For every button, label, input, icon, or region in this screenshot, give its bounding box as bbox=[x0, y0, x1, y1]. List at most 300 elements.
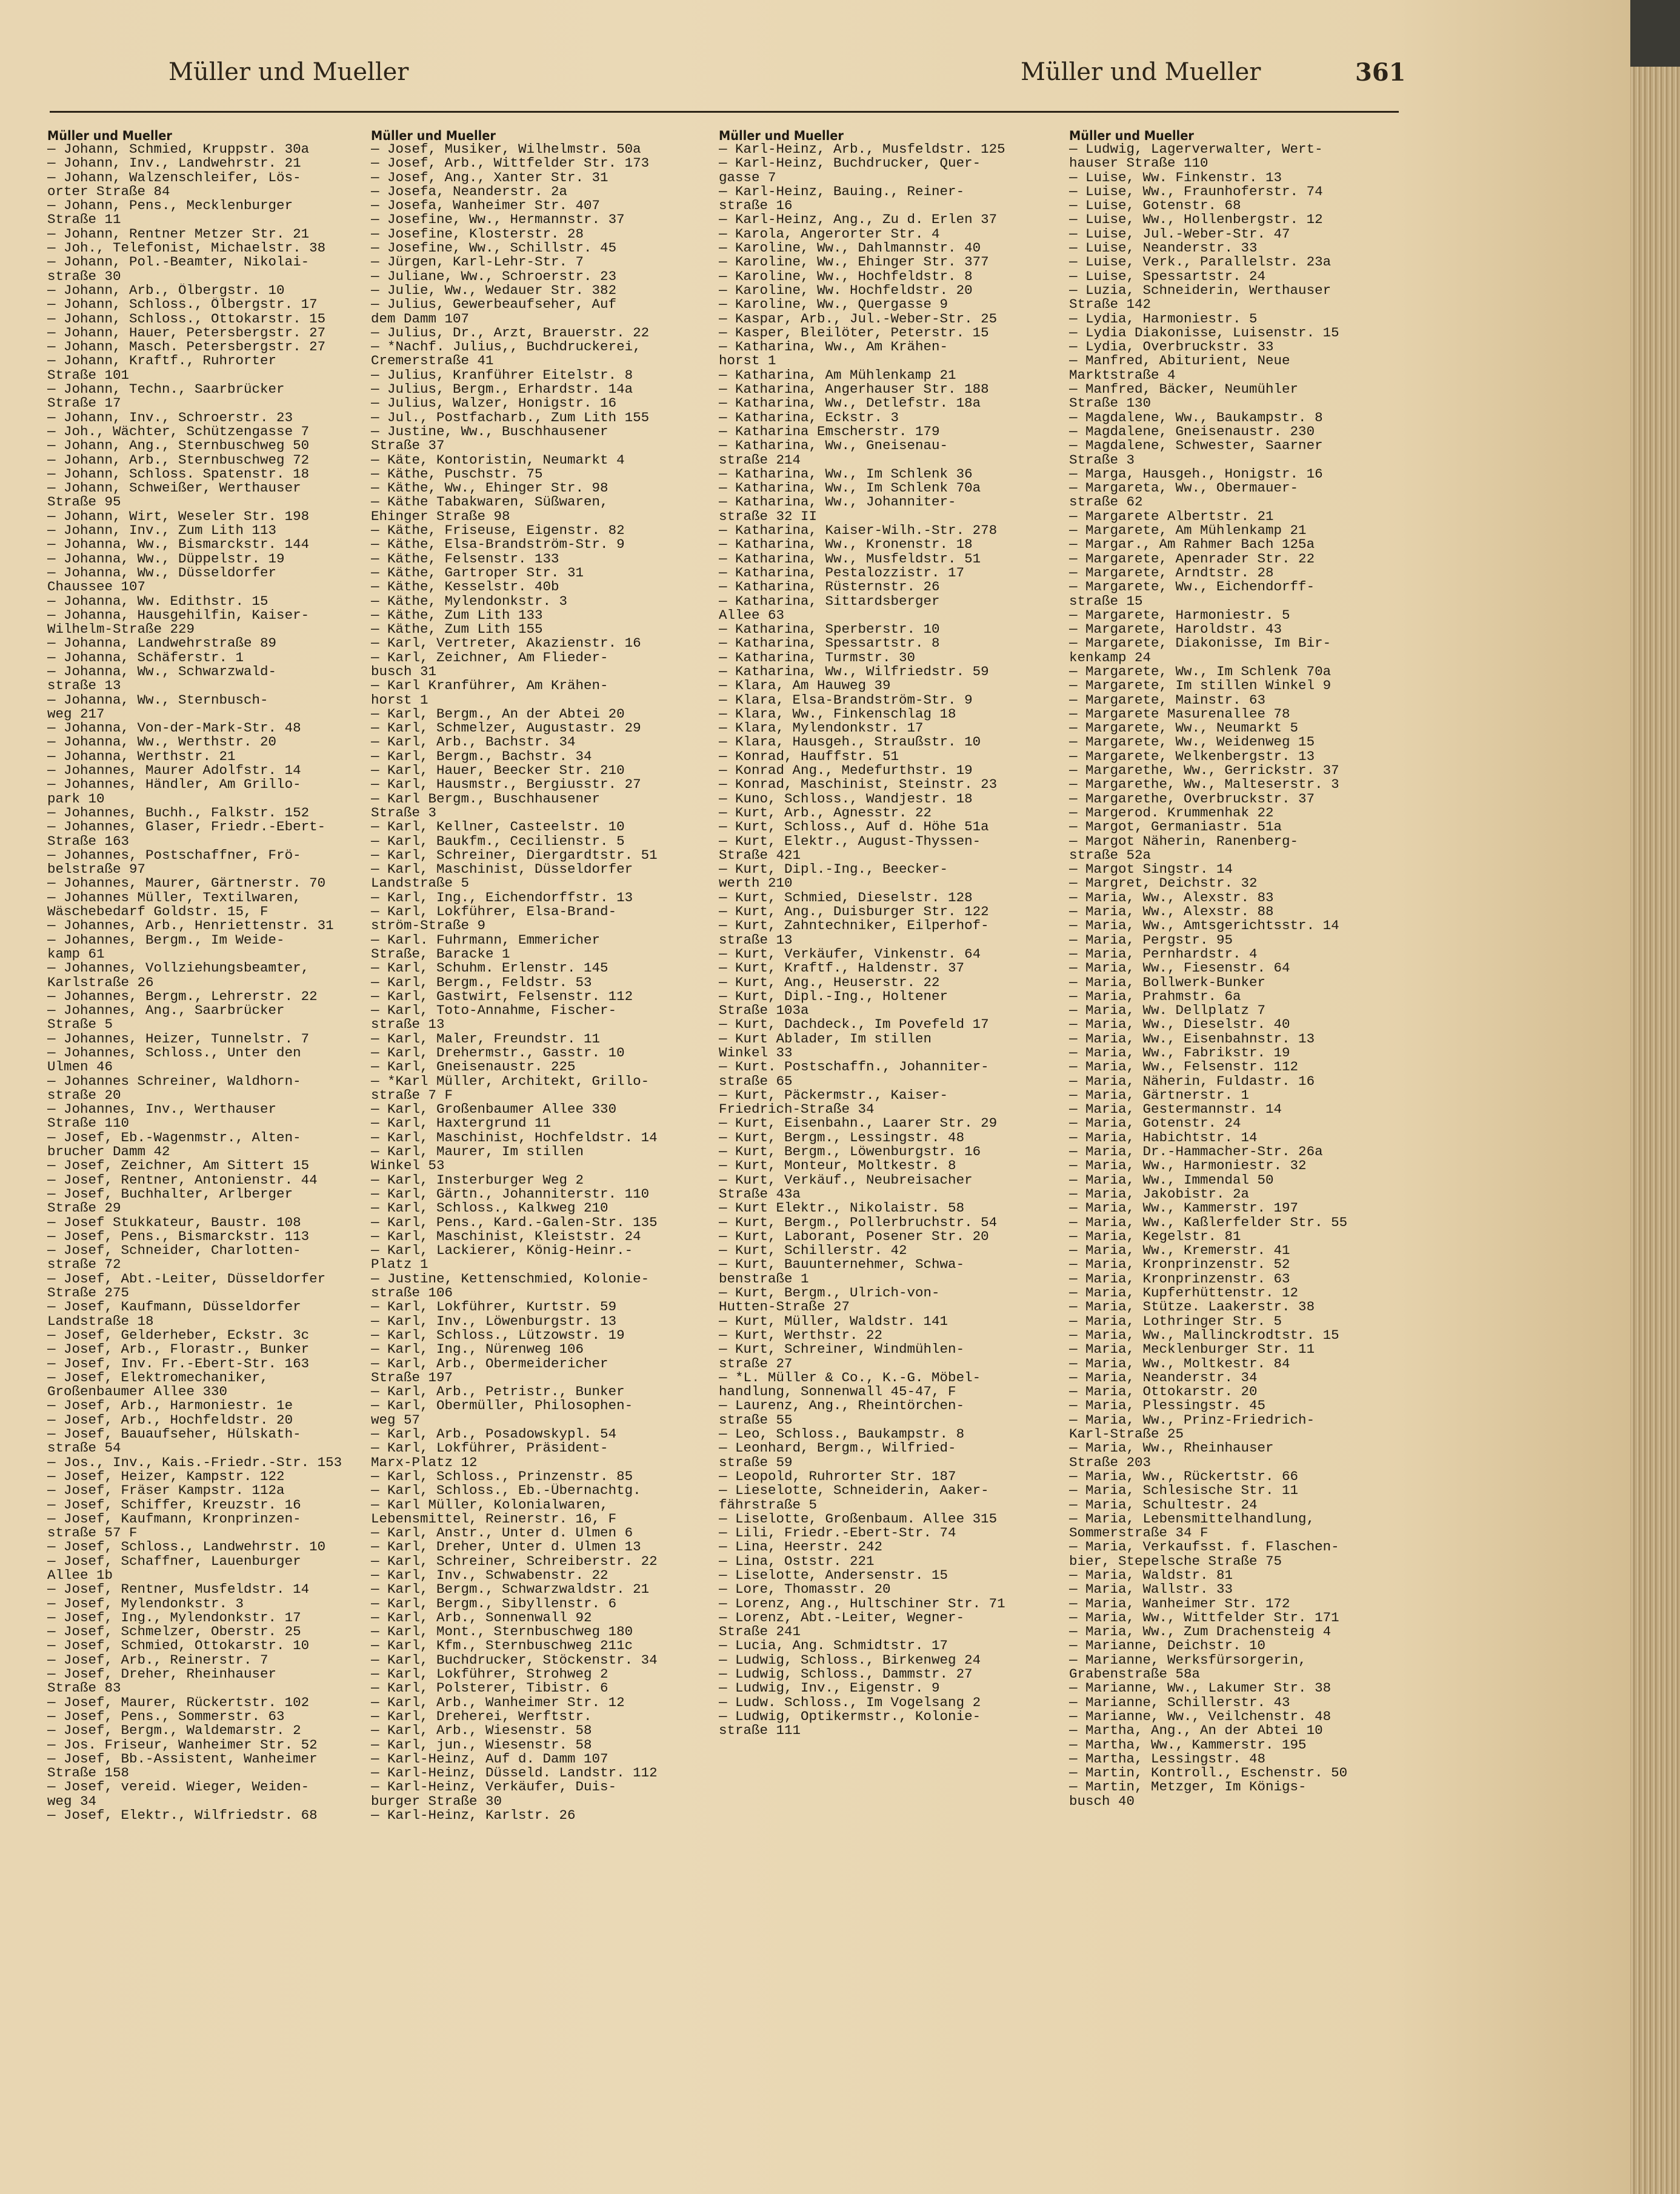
directory-entry-line: Großenbaumer Allee 330 bbox=[47, 1385, 228, 1399]
directory-entry-line: straße 65 bbox=[719, 1074, 793, 1089]
directory-entry-line: kamp 61 bbox=[47, 947, 105, 962]
directory-entry-line: Landstraße 18 bbox=[47, 1314, 154, 1329]
directory-entry-line: — Karl, Maurer, Im stillen bbox=[371, 1145, 584, 1159]
directory-entry-line: — Karoline, Ww., Hochfeldstr. 8 bbox=[719, 269, 973, 284]
directory-entry-line: — Maria, Bollwerk-Bunker bbox=[1069, 975, 1266, 990]
directory-entry-line: — Josef, Maurer, Rückertstr. 102 bbox=[47, 1695, 310, 1710]
directory-entry-line: — Margarete, Ww., Eichendorff- bbox=[1069, 580, 1315, 595]
directory-entry-line: — Karl, jun., Wiesenstr. 58 bbox=[371, 1738, 592, 1752]
directory-entry-line: — Johann, Inv., Schroerstr. 23 bbox=[47, 410, 293, 425]
directory-entry-line: — Johannes, Arb., Henriettenstr. 31 bbox=[47, 919, 334, 933]
directory-entry-line: — Käthe, Puschstr. 75 bbox=[371, 467, 543, 482]
directory-entry-line: — Josef, Bergm., Waldemarstr. 2 bbox=[47, 1724, 301, 1738]
directory-entry-line: — Johann, Rentner Metzer Str. 21 bbox=[47, 227, 310, 242]
directory-entry-line: — Karl, Baukfm., Cecilienstr. 5 bbox=[371, 834, 625, 849]
directory-entry-line: straße 62 bbox=[1069, 495, 1143, 510]
directory-entry-line: — Kurt, Schloss., Auf d. Höhe 51a bbox=[719, 820, 989, 835]
directory-entry-line: — Ludwig, Schloss., Dammstr. 27 bbox=[719, 1667, 973, 1682]
directory-entry-line: — Johanna, Landwehrstraße 89 bbox=[47, 636, 277, 651]
directory-entry-line: — Karl, Inv., Schwabenstr. 22 bbox=[371, 1568, 608, 1583]
directory-entry-line: — Maria, Ww., Eisenbahnstr. 13 bbox=[1069, 1032, 1315, 1046]
directory-entry-line: — Maria, Ww., Harmoniestr. 32 bbox=[1069, 1159, 1307, 1173]
directory-entry-line: — Joh., Wächter, Schützengasse 7 bbox=[47, 424, 310, 439]
directory-entry-line: — Julius, Bergm., Erhardstr. 14a bbox=[371, 382, 633, 397]
column-2 bbox=[371, 130, 708, 1822]
directory-entry-line: — Karl, Bergm., An der Abtei 20 bbox=[371, 707, 625, 722]
column-heading: Müller und Mueller bbox=[719, 128, 844, 144]
directory-entry-line: — Käthe, Mylendonkstr. 3 bbox=[371, 594, 568, 609]
directory-entry-line: — Maria, Ww., Felsenstr. 112 bbox=[1069, 1060, 1299, 1075]
directory-entry-line: dem Damm 107 bbox=[371, 312, 470, 326]
directory-entry-line: Marktstraße 4 bbox=[1069, 368, 1176, 383]
directory-entry-line: — Maria, Schultestr. 24 bbox=[1069, 1498, 1258, 1512]
directory-entry-line: — *L. Müller & Co., K.-G. Möbel- bbox=[719, 1370, 981, 1385]
directory-entry-line: — Katharina, Sittardsberger bbox=[719, 594, 940, 609]
directory-entry-line: — Karl, Dreher, Unter d. Ulmen 13 bbox=[371, 1540, 641, 1555]
directory-entry-line: Wäschebedarf Goldstr. 15, F bbox=[47, 905, 268, 919]
directory-entry-line: hauser Straße 110 bbox=[1069, 156, 1208, 171]
directory-entry-line: — Julius, Gewerbeaufseher, Auf bbox=[371, 298, 617, 312]
directory-entry-line: — Karl, Haxtergrund 11 bbox=[371, 1116, 552, 1131]
directory-entry-line: Allee 63 bbox=[719, 608, 785, 623]
directory-entry-line: — Kurt, Schmied, Dieselstr. 128 bbox=[719, 890, 973, 905]
directory-entry-line: — Johannes, Bergm., Lehrerstr. 22 bbox=[47, 989, 318, 1004]
directory-entry-line: — Karl, Maschinist, Hochfeldstr. 14 bbox=[371, 1130, 658, 1145]
directory-entry-line: — Luise, Verk., Parallelstr. 23a bbox=[1069, 255, 1332, 270]
directory-entry-line: Straße 5 bbox=[47, 1018, 113, 1032]
directory-entry-line: — Margarete, Am Mühlenkamp 21 bbox=[1069, 524, 1307, 538]
directory-entry-line: — Josef, Schaffner, Lauenburger bbox=[47, 1554, 301, 1569]
directory-entry-line: — Ludwig, Optikermstr., Kolonie- bbox=[719, 1709, 981, 1724]
directory-entry-line: — Johanna, Ww. Edithstr. 15 bbox=[47, 594, 268, 609]
directory-entry-line: straße 30 bbox=[47, 269, 121, 284]
directory-entry-line: — Käthe, Ww., Ehinger Str. 98 bbox=[371, 481, 608, 496]
directory-entry-line: — Josefa, Wanheimer Str. 407 bbox=[371, 199, 601, 213]
directory-entry-line: park 10 bbox=[47, 792, 105, 806]
directory-entry-line: — Johanna, Schäferstr. 1 bbox=[47, 650, 244, 665]
directory-entry-line: — Maria, Ww., Fabrikstr. 19 bbox=[1069, 1046, 1290, 1061]
directory-entry-line: — Laurenz, Ang., Rheintörchen- bbox=[719, 1399, 965, 1413]
directory-entry-line: — Manfred, Abiturient, Neue bbox=[1069, 354, 1290, 368]
directory-entry-line: — Josef, Arb., Florastr., Bunker bbox=[47, 1342, 310, 1357]
directory-entry-line: — Karl, Bergm., Bachstr. 34 bbox=[371, 749, 592, 764]
directory-entry-line: — Maria, Schlesische Str. 11 bbox=[1069, 1484, 1299, 1498]
directory-entry-line: — Kurt, Laborant, Posener Str. 20 bbox=[719, 1229, 989, 1244]
directory-entry-line: Straße 83 bbox=[47, 1681, 121, 1696]
directory-entry-line: — Karl, Ing., Nürenweg 106 bbox=[371, 1342, 584, 1357]
directory-entry-line: straße 59 bbox=[719, 1455, 793, 1470]
directory-entry-line: — Jos. Friseur, Wanheimer Str. 52 bbox=[47, 1738, 318, 1752]
directory-entry-line: — Maria, Näherin, Fuldastr. 16 bbox=[1069, 1074, 1315, 1089]
directory-entry-line: — Johannes, Heizer, Tunnelstr. 7 bbox=[47, 1032, 310, 1046]
directory-entry-line: — Kurt, Monteur, Moltkestr. 8 bbox=[719, 1159, 956, 1173]
directory-entry-line: — Kurt, Dachdeck., Im Povefeld 17 bbox=[719, 1018, 989, 1032]
directory-entry-line: — Luise, Ww., Hollenbergstr. 12 bbox=[1069, 213, 1323, 227]
directory-entry-line: straße 214 bbox=[719, 453, 801, 467]
column-heading: Müller und Mueller bbox=[371, 128, 496, 144]
directory-entry-line: — Maria, Plessingstr. 45 bbox=[1069, 1399, 1266, 1413]
directory-entry-line: — Johann, Kraftf., Ruhrorter bbox=[47, 354, 277, 368]
directory-entry-line: — Maria, Ww., Kaßlerfelder Str. 55 bbox=[1069, 1215, 1348, 1230]
directory-entry-line: — Käthe, Kesselstr. 40b bbox=[371, 580, 559, 595]
directory-entry-line: — Lieselotte, Schneiderin, Aaker- bbox=[719, 1484, 989, 1498]
directory-entry-line: — Kurt, Bergm., Ulrich-von- bbox=[719, 1286, 940, 1301]
directory-entry-line: — Johannes, Buchh., Falkstr. 152 bbox=[47, 805, 310, 821]
directory-entry-line: handlung, Sonnenwall 45-47, F bbox=[719, 1385, 956, 1399]
directory-entry-line: — Maria, Gestermannstr. 14 bbox=[1069, 1102, 1282, 1117]
directory-entry-line: — Karl, Maler, Freundstr. 11 bbox=[371, 1032, 601, 1046]
directory-entry-line: — Marianne, Deichstr. 10 bbox=[1069, 1639, 1266, 1653]
directory-entry-line: — Maria, Dr.-Hammacher-Str. 26a bbox=[1069, 1145, 1323, 1159]
directory-entry-line: — Johannes, Vollziehungsbeamter, bbox=[47, 961, 310, 976]
directory-entry-line: — Kurt, Elektr., August-Thyssen- bbox=[719, 834, 981, 849]
directory-entry-line: — Kurt, Dipl.-Ing., Beecker- bbox=[719, 862, 948, 877]
running-header-right: Müller und Mueller bbox=[1021, 58, 1261, 86]
directory-entry-line: — Josefine, Ww., Schillstr. 45 bbox=[371, 241, 617, 256]
directory-entry-line: — Karl, Lokführer, Strohweg 2 bbox=[371, 1667, 608, 1682]
directory-entry-line: — Kurt, Schillerstr. 42 bbox=[719, 1244, 907, 1258]
directory-entry-line: — Josef, Arb., Reinerstr. 7 bbox=[47, 1653, 268, 1668]
directory-entry-line: — Maria, Ww., Prinz-Friedrich- bbox=[1069, 1413, 1315, 1428]
directory-entry-line: — Karl, Bergm., Sibyllenstr. 6 bbox=[371, 1596, 617, 1611]
directory-entry-line: — Josef, Arb., Harmoniestr. 1e bbox=[47, 1399, 293, 1413]
directory-entry-line: — Klara, Am Hauweg 39 bbox=[719, 679, 891, 693]
directory-entry-line: — Karl, Vertreter, Akazienstr. 16 bbox=[371, 636, 641, 651]
directory-entry-line: — Margerod. Krummenhak 22 bbox=[1069, 805, 1274, 821]
directory-entry-line: — Johanna, Ww., Düppelstr. 19 bbox=[47, 552, 285, 566]
directory-entry-line: — Karl, Dreherei, Werftstr. bbox=[371, 1709, 592, 1724]
directory-entry-line: — Magdalene, Ww., Baukampstr. 8 bbox=[1069, 410, 1323, 425]
directory-entry-line: — Liselotte, Andersenstr. 15 bbox=[719, 1568, 948, 1583]
directory-entry-line: — Katharina, Angerhauser Str. 188 bbox=[719, 382, 989, 397]
directory-entry-line: Straße 103a bbox=[719, 1004, 809, 1018]
column-4 bbox=[1069, 130, 1406, 1809]
directory-entry-line: — Katharina, Ww., Gneisenau- bbox=[719, 439, 948, 453]
running-header-left: Müller und Mueller bbox=[168, 58, 409, 86]
directory-entry-line: — Klara, Ww., Finkenschlag 18 bbox=[719, 707, 956, 722]
directory-entry-line: — Johann, Pol.-Beamter, Nikolai- bbox=[47, 255, 310, 270]
directory-entry-line: — Johannes, Postschaffner, Frö- bbox=[47, 848, 301, 863]
directory-entry-line: — Maria, Ww., Kammerstr. 197 bbox=[1069, 1201, 1299, 1216]
directory-entry-line: Allee 1b bbox=[47, 1568, 113, 1583]
directory-entry-line: — Justine, Ww., Buschhausener bbox=[371, 424, 608, 439]
directory-entry-line: — Karl-Heinz, Bauing., Reiner- bbox=[719, 184, 965, 199]
directory-entry-line: — Karl, Lokführer, Elsa-Brand- bbox=[371, 905, 617, 919]
directory-entry-line: — Karola, Angerorter Str. 4 bbox=[719, 227, 940, 242]
directory-entry-line: — Karl, Inv., Löwenburgstr. 13 bbox=[371, 1314, 617, 1329]
directory-entry-line: — Margot Näherin, Ranenberg- bbox=[1069, 834, 1299, 849]
directory-entry-line: — Lydia, Harmoniestr. 5 bbox=[1069, 312, 1258, 326]
directory-entry-line: Hutten-Straße 27 bbox=[719, 1300, 850, 1315]
directory-entry-line: — Margarete, Diakonisse, Im Bir- bbox=[1069, 636, 1332, 651]
column-3 bbox=[719, 130, 1056, 1738]
directory-entry-line: — Ludwig, Inv., Eigenstr. 9 bbox=[719, 1681, 940, 1696]
directory-entry-line: straße 55 bbox=[719, 1413, 793, 1428]
directory-entry-line: Wilhelm-Straße 229 bbox=[47, 622, 195, 637]
directory-entry-line: — Josef, Bb.-Assistent, Wanheimer bbox=[47, 1752, 318, 1767]
directory-entry-line: — Magdalene, Schwester, Saarner bbox=[1069, 439, 1323, 453]
directory-entry-line: — Margarethe, Ww., Malteserstr. 3 bbox=[1069, 778, 1339, 792]
directory-entry-line: — Julius, Kranführer Eitelstr. 8 bbox=[371, 368, 633, 383]
directory-entry-line: straße 20 bbox=[47, 1088, 121, 1103]
directory-entry-line: — Karl, Arb., Posadowskypl. 54 bbox=[371, 1427, 617, 1442]
directory-entry-line: — Maria, Gärtnerstr. 1 bbox=[1069, 1088, 1250, 1103]
directory-entry-line: straße 106 bbox=[371, 1286, 453, 1301]
directory-entry-line: — Kurt, Bergm., Lessingstr. 48 bbox=[719, 1130, 965, 1145]
directory-entry-line: benstraße 1 bbox=[719, 1272, 809, 1287]
directory-entry-line: burger Straße 30 bbox=[371, 1794, 502, 1809]
directory-entry-line: — Maria, Waldstr. 81 bbox=[1069, 1568, 1233, 1583]
directory-entry-line: — Jos., Inv., Kais.-Friedr.-Str. 153 bbox=[47, 1455, 342, 1470]
directory-entry-line: — Johanna, Ww., Werthstr. 20 bbox=[47, 735, 277, 750]
directory-entry-line: — Margarete, Welkenbergstr. 13 bbox=[1069, 749, 1315, 764]
directory-entry-line: — Maria, Ottokarstr. 20 bbox=[1069, 1385, 1258, 1399]
directory-entry-line: Straße 110 bbox=[47, 1116, 130, 1131]
directory-entry-line: Chaussee 107 bbox=[47, 580, 146, 595]
directory-entry-line: straße 111 bbox=[719, 1724, 801, 1738]
directory-entry-line: Straße 37 bbox=[371, 439, 445, 453]
directory-entry-line: orter Straße 84 bbox=[47, 184, 170, 199]
directory-entry-line: — Karl, Gärtn., Johanniterstr. 110 bbox=[371, 1187, 650, 1202]
directory-entry-line: — Johanna, Ww., Düsseldorfer bbox=[47, 565, 277, 581]
directory-entry-line: Straße 163 bbox=[47, 834, 130, 849]
directory-entry-line: fährstraße 5 bbox=[719, 1498, 818, 1512]
directory-entry-line: — Lucia, Ang. Schmidtstr. 17 bbox=[719, 1639, 948, 1653]
directory-entry-line: — Josef, Schmied, Ottokarstr. 10 bbox=[47, 1639, 310, 1653]
directory-entry-line: Straße 101 bbox=[47, 368, 130, 383]
directory-entry-line: — Kurt, Päckermstr., Kaiser- bbox=[719, 1088, 948, 1103]
directory-entry-line: busch 40 bbox=[1069, 1794, 1135, 1809]
directory-entry-line: — Karl, Arb., Wiesenstr. 58 bbox=[371, 1724, 592, 1738]
directory-entry-line: — Maria, Stütze. Laakerstr. 38 bbox=[1069, 1300, 1315, 1315]
directory-entry-line: — Jürgen, Karl-Lehr-Str. 7 bbox=[371, 255, 584, 270]
directory-entry-line: — Magdalene, Gneisenaustr. 230 bbox=[1069, 424, 1315, 439]
directory-entry-line: — Kurt. Postschaffn., Johanniter- bbox=[719, 1060, 989, 1075]
directory-entry-line: — Johann, Techn., Saarbrücker bbox=[47, 382, 285, 397]
directory-entry-line: — Josef, Pens., Sommerstr. 63 bbox=[47, 1709, 285, 1724]
directory-entry-line: — Lorenz, Ang., Hultschiner Str. 71 bbox=[719, 1596, 1005, 1611]
directory-entry-line: — Kurt, Eisenbahn., Laarer Str. 29 bbox=[719, 1116, 998, 1131]
directory-entry-line: — Josef, Pens., Bismarckstr. 113 bbox=[47, 1229, 310, 1244]
book-cover-edge bbox=[1630, 0, 1680, 67]
directory-entry-line: Straße 421 bbox=[719, 848, 801, 863]
directory-entry-line: — Julie, Ww., Wedauer Str. 382 bbox=[371, 283, 617, 298]
directory-entry-line: — Johann, Ang., Sternbuschweg 50 bbox=[47, 439, 310, 453]
directory-entry-line: — Margarete, Mainstr. 63 bbox=[1069, 693, 1266, 707]
directory-entry-line: — Karl, Schreiner, Schreiberstr. 22 bbox=[371, 1554, 658, 1569]
directory-entry-line: straße 15 bbox=[1069, 594, 1143, 609]
directory-entry-line: Straße 43a bbox=[719, 1187, 801, 1202]
directory-entry-line: — Luise, Ww., Fraunhoferstr. 74 bbox=[1069, 184, 1323, 199]
directory-entry-line: — *Karl Müller, Architekt, Grillo- bbox=[371, 1074, 650, 1089]
directory-entry-line: — Marianne, Schillerstr. 43 bbox=[1069, 1695, 1290, 1710]
directory-entry-line: — Karl, Kellner, Casteelstr. 10 bbox=[371, 820, 625, 835]
directory-entry-line: ström-Straße 9 bbox=[371, 919, 486, 933]
directory-entry-line: Straße 95 bbox=[47, 495, 121, 510]
directory-entry-line: — Katharina, Ww., Detlefstr. 18a bbox=[719, 396, 981, 411]
directory-entry-line: — Katharina, Turmstr. 30 bbox=[719, 650, 916, 665]
directory-entry-line: — Karl, Insterburger Weg 2 bbox=[371, 1173, 584, 1187]
directory-entry-line: — Josef, Mylendonkstr. 3 bbox=[47, 1596, 244, 1611]
directory-entry-line: — Martha, Lessingstr. 48 bbox=[1069, 1752, 1266, 1767]
directory-entry-line: — Johann, Schloss. Spatenstr. 18 bbox=[47, 467, 310, 482]
directory-entry-line: — Karl, Schloss., Lützowstr. 19 bbox=[371, 1328, 625, 1343]
directory-entry-line: — Johannes, Ang., Saarbrücker bbox=[47, 1004, 285, 1018]
directory-entry-line: — Justine, Kettenschmied, Kolonie- bbox=[371, 1272, 650, 1287]
directory-entry-line: Straße 17 bbox=[47, 396, 121, 411]
directory-entry-line: — Kurt, Arb., Agnesstr. 22 bbox=[719, 805, 932, 821]
directory-entry-line: — Konrad, Maschinist, Steinstr. 23 bbox=[719, 778, 998, 792]
directory-entry-line: — Katharina, Ww., Im Schlenk 70a bbox=[719, 481, 981, 496]
directory-entry-line: — Margarete, Harmoniestr. 5 bbox=[1069, 608, 1290, 623]
directory-entry-line: — Luise, Jul.-Weber-Str. 47 bbox=[1069, 227, 1290, 242]
directory-entry-line: — Johannes, Bergm., Im Weide- bbox=[47, 933, 285, 947]
directory-entry-line: — Lore, Thomasstr. 20 bbox=[719, 1582, 891, 1597]
directory-entry-line: — Käte, Kontoristin, Neumarkt 4 bbox=[371, 453, 625, 467]
directory-entry-line: — Katharina, Kaiser-Wilh.-Str. 278 bbox=[719, 524, 998, 538]
directory-entry-line: — Josef, Rentner, Musfeldstr. 14 bbox=[47, 1582, 310, 1597]
directory-entry-line: Karlstraße 26 bbox=[47, 975, 154, 990]
directory-entry-line: — Karl, Ing., Eichendorffstr. 13 bbox=[371, 890, 633, 905]
directory-entry-line: — Luise, Spessartstr. 24 bbox=[1069, 269, 1266, 284]
directory-entry-line: — Kurt, Dipl.-Ing., Holtener bbox=[719, 989, 948, 1004]
directory-entry-line: — Maria, Prahmstr. 6a bbox=[1069, 989, 1241, 1004]
directory-entry-line: — Karl-Heinz, Arb., Musfeldstr. 125 bbox=[719, 142, 1005, 157]
directory-entry-line: — Jul., Postfacharb., Zum Lith 155 bbox=[371, 410, 650, 425]
directory-entry-line: — Ludwig, Lagerverwalter, Wert- bbox=[1069, 142, 1323, 157]
directory-entry-line: — Maria, Lebensmittelhandlung, bbox=[1069, 1512, 1315, 1527]
directory-entry-line: — Margarete, Ww., Weidenweg 15 bbox=[1069, 735, 1315, 750]
book-spine-edge bbox=[1630, 0, 1680, 2194]
directory-entry-line: — Margot Singstr. 14 bbox=[1069, 862, 1233, 877]
directory-entry-line: — Karl, Schloss., Prinzenstr. 85 bbox=[371, 1469, 633, 1484]
directory-entry-line: — Maria, Mecklenburger Str. 11 bbox=[1069, 1342, 1315, 1357]
directory-entry-line: — Johann, Pens., Mecklenburger bbox=[47, 199, 293, 213]
directory-entry-line: — Katharina, Sperberstr. 10 bbox=[719, 622, 940, 637]
directory-entry-line: — Josef, Fräser Kampstr. 112a bbox=[47, 1484, 285, 1498]
directory-entry-line: — Kurt, Verkäuf., Neubreisacher bbox=[719, 1173, 973, 1187]
directory-entry-line: — Josef, Kaufmann, Düsseldorfer bbox=[47, 1300, 301, 1315]
directory-entry-line: — Katharina, Spessartstr. 8 bbox=[719, 636, 940, 651]
directory-entry-line: — Karl, Pens., Kard.-Galen-Str. 135 bbox=[371, 1215, 658, 1230]
directory-entry-line: — Johannes Müller, Textilwaren, bbox=[47, 890, 301, 905]
column-heading: Müller und Mueller bbox=[1069, 128, 1194, 144]
directory-entry-line: — Luise, Ww. Finkenstr. 13 bbox=[1069, 170, 1282, 185]
directory-entry-line: — Katharina, Rüsternstr. 26 bbox=[719, 580, 940, 595]
directory-entry-line: — Josef, Arb., Hochfeldstr. 20 bbox=[47, 1413, 293, 1428]
header-rule bbox=[50, 111, 1399, 113]
directory-entry-line: — Maria, Wallstr. 33 bbox=[1069, 1582, 1233, 1597]
directory-entry-line: straße 13 bbox=[719, 933, 793, 947]
directory-entry-line: — Karl, Bergm., Schwarzwaldstr. 21 bbox=[371, 1582, 650, 1597]
directory-entry-line: — Konrad Ang., Medefurthstr. 19 bbox=[719, 764, 973, 778]
directory-entry-line: — Martin, Kontroll., Eschenstr. 50 bbox=[1069, 1766, 1348, 1781]
directory-entry-line: straße 7 F bbox=[371, 1088, 453, 1103]
directory-entry-line: Straße 3 bbox=[1069, 453, 1135, 467]
directory-entry-line: — Karl, Lokführer, Kurtstr. 59 bbox=[371, 1300, 617, 1315]
directory-entry-line: Straße 11 bbox=[47, 213, 121, 227]
directory-entry-line: — Johanna, Werthstr. 21 bbox=[47, 749, 236, 764]
directory-entry-line: werth 210 bbox=[719, 876, 793, 891]
directory-entry-line: — Margarete, Haroldstr. 43 bbox=[1069, 622, 1282, 637]
directory-entry-line: — Karl, Lackierer, König-Heinr.- bbox=[371, 1244, 633, 1258]
directory-entry-line: — Lydia, Overbruckstr. 33 bbox=[1069, 340, 1274, 355]
directory-entry-line: — Josefa, Neanderstr. 2a bbox=[371, 184, 568, 199]
directory-entry-line: — Johann, Wirt, Weseler Str. 198 bbox=[47, 509, 310, 524]
directory-entry-line: — Karl, Mont., Sternbuschweg 180 bbox=[371, 1625, 633, 1639]
directory-entry-line: — Johanna, Hausgehilfin, Kaiser- bbox=[47, 608, 310, 623]
directory-entry-line: — Katharina, Ww., Musfeldstr. 51 bbox=[719, 552, 981, 566]
directory-entry-line: — Katharina, Ww., Johanniter- bbox=[719, 495, 956, 510]
directory-entry-line: bier, Stepelsche Straße 75 bbox=[1069, 1554, 1282, 1569]
directory-entry-line: — Margarethe, Ww., Gerrickstr. 37 bbox=[1069, 764, 1339, 778]
directory-entry-line: — Käthe, Zum Lith 133 bbox=[371, 608, 543, 623]
directory-entry-line: — Karl, Anstr., Unter d. Ulmen 6 bbox=[371, 1526, 633, 1541]
directory-entry-line: — Maria, Habichtstr. 14 bbox=[1069, 1130, 1258, 1145]
directory-entry-line: — Johannes, Inv., Werthauser bbox=[47, 1102, 277, 1117]
directory-entry-line: — Josef, Heizer, Kampstr. 122 bbox=[47, 1469, 285, 1484]
directory-entry-line: — Karl, Maschinist, Düsseldorfer bbox=[371, 862, 633, 877]
directory-entry-line: Landstraße 5 bbox=[371, 876, 470, 891]
directory-entry-line: — Katharina, Am Mühlenkamp 21 bbox=[719, 368, 956, 383]
directory-entry-line: — Josefine, Klosterstr. 28 bbox=[371, 227, 584, 242]
directory-entry-line: — Leo, Schloss., Baukampstr. 8 bbox=[719, 1427, 965, 1442]
directory-entry-line: — Maria, Ww., Alexstr. 83 bbox=[1069, 890, 1274, 905]
directory-entry-line: — Johannes, Händler, Am Grillo- bbox=[47, 778, 301, 792]
directory-entry-line: — Karl Kranführer, Am Krähen- bbox=[371, 679, 608, 693]
directory-entry-line: — Marianne, Werksfürsorgerin, bbox=[1069, 1653, 1307, 1668]
directory-entry-line: — Margar., Am Rahmer Bach 125a bbox=[1069, 538, 1315, 552]
directory-entry-line: — Kurt, Ang., Heuserstr. 22 bbox=[719, 975, 940, 990]
directory-entry-line: — Josef Stukkateur, Baustr. 108 bbox=[47, 1215, 301, 1230]
directory-entry-line: — Maria, Ww., Moltkestr. 84 bbox=[1069, 1356, 1290, 1371]
directory-entry-line: — Maria, Ww., Rückertstr. 66 bbox=[1069, 1469, 1299, 1484]
directory-entry-line: — Lydia Diakonisse, Luisenstr. 15 bbox=[1069, 325, 1339, 341]
directory-entry-line: — Maria, Ww. Dellplatz 7 bbox=[1069, 1004, 1266, 1018]
directory-entry-line: Straße 142 bbox=[1069, 298, 1152, 312]
directory-entry-line: — Kurt Ablader, Im stillen bbox=[719, 1032, 932, 1046]
directory-entry-line: — Karl, Kfm., Sternbuschweg 211c bbox=[371, 1639, 633, 1653]
directory-entry-line: — Maria, Jakobistr. 2a bbox=[1069, 1187, 1250, 1202]
directory-entry-line: — Josef, Abt.-Leiter, Düsseldorfer bbox=[47, 1272, 326, 1287]
directory-entry-line: — Maria, Ww., Mallinckrodtstr. 15 bbox=[1069, 1328, 1339, 1343]
directory-entry-line: — Luzia, Schneiderin, Werthauser bbox=[1069, 283, 1332, 298]
directory-entry-line: — Karl, Drehermstr., Gasstr. 10 bbox=[371, 1046, 625, 1061]
directory-entry-line: — Karoline, Ww. Hochfeldstr. 20 bbox=[719, 283, 973, 298]
directory-entry-line: — Margarete Masurenallee 78 bbox=[1069, 707, 1290, 722]
directory-entry-line: — Karl, Obermüller, Philosophen- bbox=[371, 1399, 633, 1413]
directory-entry-line: — Kurt, Müller, Waldstr. 141 bbox=[719, 1314, 948, 1329]
directory-entry-line: straße 13 bbox=[47, 679, 121, 693]
directory-entry-line: — Karl, Polsterer, Tibistr. 6 bbox=[371, 1681, 608, 1696]
directory-entry-line: — *Nachf. Julius,, Buchdruckerei, bbox=[371, 340, 641, 355]
directory-entry-line: — Maria, Kegelstr. 81 bbox=[1069, 1229, 1241, 1244]
directory-entry-line: — Kasper, Bleilöter, Peterstr. 15 bbox=[719, 325, 989, 341]
directory-entry-line: Grabenstraße 58a bbox=[1069, 1667, 1201, 1682]
directory-entry-line: — Karl, Arb., Bachstr. 34 bbox=[371, 735, 576, 750]
directory-entry-line: — Johannes, Glaser, Friedr.-Ebert- bbox=[47, 820, 326, 835]
directory-entry-line: — Maria, Kronprinzenstr. 52 bbox=[1069, 1258, 1290, 1272]
directory-entry-line: — Johann, Arb., Sternbuschweg 72 bbox=[47, 453, 310, 467]
directory-entry-line: — Karoline, Ww., Quergasse 9 bbox=[719, 298, 948, 312]
directory-entry-line: — Johanna, Ww., Sternbusch- bbox=[47, 693, 268, 707]
directory-entry-line: — Margarete, Im stillen Winkel 9 bbox=[1069, 679, 1332, 693]
directory-entry-line: — Maria, Kupferhüttenstr. 12 bbox=[1069, 1286, 1299, 1301]
directory-entry-line: — Johann, Hauer, Petersbergstr. 27 bbox=[47, 325, 326, 341]
directory-entry-line: — Kurt, Bergm., Pollerbruchstr. 54 bbox=[719, 1215, 998, 1230]
directory-entry-line: — Luise, Neanderstr. 33 bbox=[1069, 241, 1258, 256]
directory-entry-line: — Johann, Schloss., Ottokarstr. 15 bbox=[47, 312, 326, 326]
